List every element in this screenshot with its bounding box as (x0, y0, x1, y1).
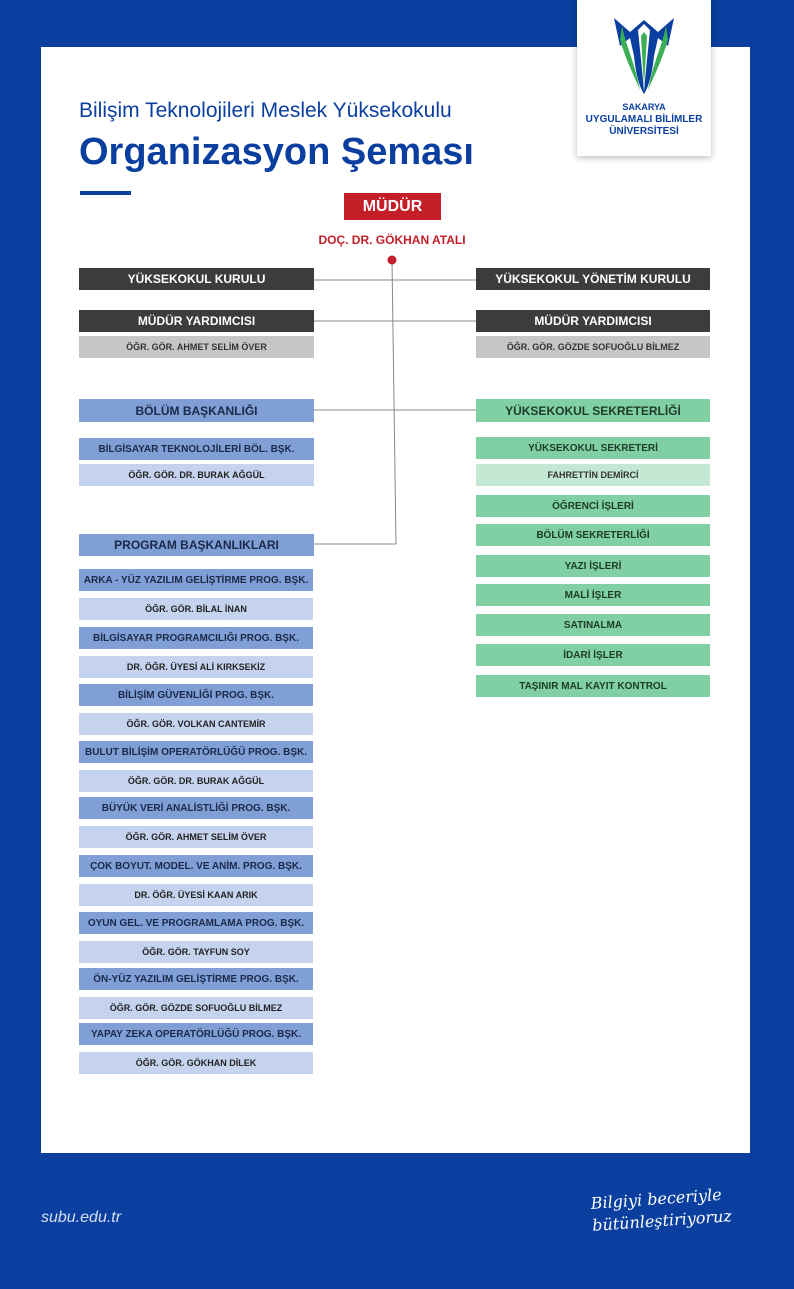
director-name: DOÇ. DR. GÖKHAN ATALI (318, 233, 466, 247)
page-subtitle: Bilişim Teknolojileri Meslek Yüksekokulu (79, 99, 452, 122)
deputy-director-left-name: ÖĞR. GÖR. AHMET SELİM ÖVER (79, 336, 314, 358)
secretariat-unit-box: SATINALMA (476, 614, 710, 636)
secretariat-unit-box: TAŞINIR MAL KAYIT KONTROL (476, 675, 710, 697)
logo-line-1: SAKARYA (622, 102, 666, 112)
program-head-box: ÖN-YÜZ YAZILIM GELİŞTİRME PROG. BŞK. (79, 968, 313, 990)
secretary-box: YÜKSEKOKUL SEKRETERİ (476, 437, 710, 459)
secretariat-box: YÜKSEKOKUL SEKRETERLİĞİ (476, 399, 710, 422)
program-head-name: ÖĞR. GÖR. VOLKAN CANTEMİR (79, 713, 313, 735)
secretary-name: FAHRETTİN DEMİRCİ (476, 464, 710, 486)
logo-line-3: ÜNİVERSİTESİ (609, 126, 679, 137)
program-head-box: BÜYÜK VERİ ANALİSTLİĞİ PROG. BŞK. (79, 797, 313, 819)
deputy-director-right-name: ÖĞR. GÖR. GÖZDE SOFUOĞLU BİLMEZ (476, 336, 710, 358)
program-head-name: ÖĞR. GÖR. DR. BURAK AĞGÜL (79, 770, 313, 792)
program-head-box: OYUN GEL. VE PROGRAMLAMA PROG. BŞK. (79, 912, 313, 934)
secretariat-unit-box: İDARİ İŞLER (476, 644, 710, 666)
department-head-box: BÖLÜM BAŞKANLIĞI (79, 399, 314, 422)
secretariat-unit-box: BÖLÜM SEKRETERLİĞİ (476, 524, 710, 546)
school-board-box: YÜKSEKOKUL KURULU (79, 268, 314, 290)
program-head-name: ÖĞR. GÖR. GÖZDE SOFUOĞLU BİLMEZ (79, 997, 313, 1019)
logo-line-2: UYGULAMALI BİLİMLER (585, 114, 703, 125)
slogan-line-1: Bilgiyi beceriyle (590, 1184, 723, 1213)
program-head-box: BİLGİSAYAR PROGRAMCILIĞI PROG. BŞK. (79, 627, 313, 649)
program-head-box: ARKA - YÜZ YAZILIM GELİŞTİRME PROG. BŞK. (79, 569, 313, 591)
program-head-box: BULUT BİLİŞİM OPERATÖRLÜĞÜ PROG. BŞK. (79, 741, 313, 763)
deputy-director-left-box: MÜDÜR YARDIMCISI (79, 310, 314, 332)
director-box: MÜDÜR (344, 193, 441, 220)
management-board-box: YÜKSEKOKUL YÖNETİM KURULU (476, 268, 710, 290)
program-head-name: ÖĞR. GÖR. TAYFUN SOY (79, 941, 313, 963)
secretariat-unit-box: MALİ İŞLER (476, 584, 710, 606)
website-link[interactable]: subu.edu.tr (41, 1209, 122, 1226)
program-head-name: ÖĞR. GÖR. BİLAL İNAN (79, 598, 313, 620)
secretariat-unit-box: YAZI İŞLERİ (476, 555, 710, 577)
program-head-box: YAPAY ZEKA OPERATÖRLÜĞÜ PROG. BŞK. (79, 1023, 313, 1045)
program-head-name: ÖĞR. GÖR. GÖKHAN DİLEK (79, 1052, 313, 1074)
page-title: Organizasyon Şeması (79, 131, 474, 173)
slogan-line-2: bütünleştiriyoruz (591, 1206, 733, 1235)
department-head-name: ÖĞR. GÖR. DR. BURAK AĞGÜL (79, 464, 314, 486)
program-head-box: BİLİŞİM GÜVENLİĞİ PROG. BŞK. (79, 684, 313, 706)
program-head-name: ÖĞR. GÖR. AHMET SELİM ÖVER (79, 826, 313, 848)
department-unit-box: BİLGİSAYAR TEKNOLOJİLERİ BÖL. BŞK. (79, 438, 314, 460)
program-head-name: DR. ÖĞR. ÜYESİ KAAN ARIK (79, 884, 313, 906)
program-head-box: ÇOK BOYUT. MODEL. VE ANİM. PROG. BŞK. (79, 855, 313, 877)
secretariat-unit-box: ÖĞRENCİ İŞLERİ (476, 495, 710, 517)
program-heads-box: PROGRAM BAŞKANLIKLARI (79, 534, 314, 556)
deputy-director-right-box: MÜDÜR YARDIMCISI (476, 310, 710, 332)
program-head-name: DR. ÖĞR. ÜYESİ ALİ KIRKSEKİZ (79, 656, 313, 678)
